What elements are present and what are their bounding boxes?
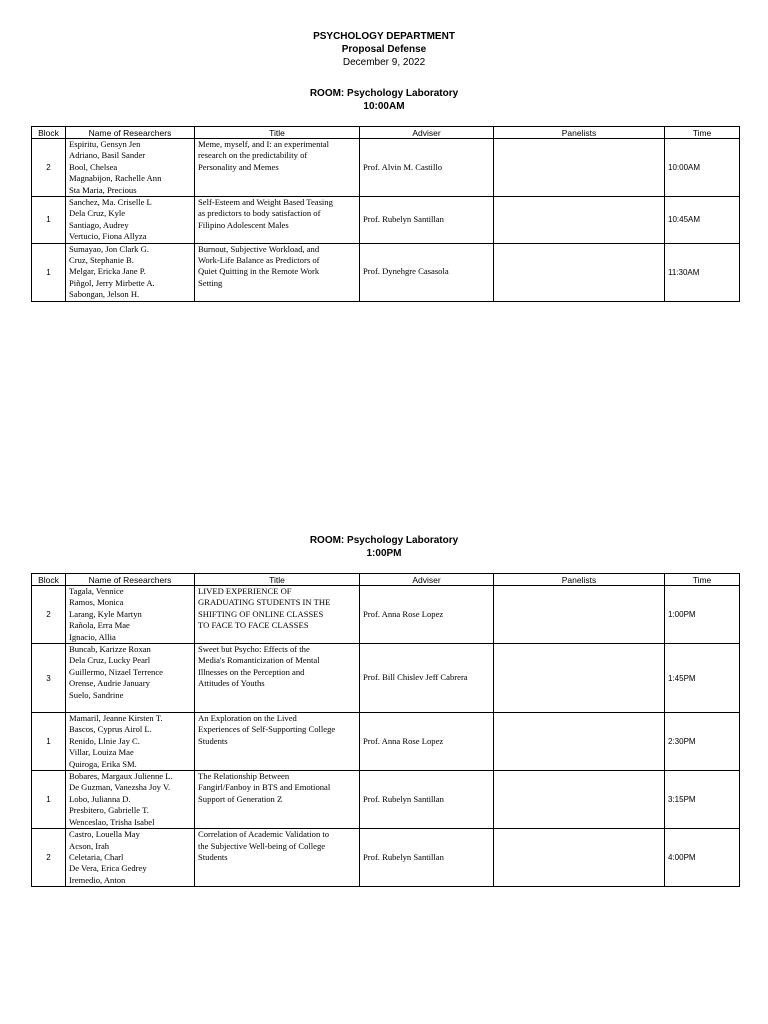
time-cell: 11:30AM: [665, 243, 740, 301]
researcher-name: Orense, Audrie January: [69, 678, 150, 689]
session-1-heading: [0, 87, 768, 113]
researcher-name: Guillermo, Nizael Terrence: [69, 666, 163, 677]
title-line: Media's Romanticization of Mental: [198, 655, 320, 666]
col-adviser-header: Adviser: [360, 127, 494, 139]
researcher-name: Ignacio, Allia: [69, 631, 116, 642]
col-title-header: Title: [195, 574, 360, 586]
session-2-room: ROOM: Psychology Laboratory: [309, 535, 459, 546]
researcher-name: Castro, Louella May: [69, 829, 140, 840]
researcher-name: Sumayao, Jon Clark G.: [69, 243, 149, 254]
table-header-row: [32, 574, 740, 586]
block-cell: 1: [32, 771, 66, 829]
panelists-cell: [494, 586, 665, 644]
researcher-name: Villar, Louiza Mae: [69, 747, 134, 758]
session-2-table: [31, 573, 740, 887]
table-row: [32, 713, 740, 771]
title-line: Support of Generation Z: [198, 793, 283, 804]
table-row: [32, 586, 740, 644]
researcher-name: Adriano, Basil Sander: [69, 150, 146, 161]
event-date: December 9, 2022: [342, 57, 426, 68]
title-cell: [195, 644, 360, 713]
title-line: Personality and Memes: [198, 161, 279, 172]
panelists-cell: [494, 771, 665, 829]
adviser-cell: Prof. Anna Rose Lopez: [360, 586, 494, 644]
block-cell: 1: [32, 713, 66, 771]
col-panelists-header: Panelists: [494, 127, 665, 139]
table-header-row: [32, 127, 740, 139]
block-cell: 2: [32, 586, 66, 644]
researchers-cell: [66, 197, 195, 244]
time-cell: 1:00PM: [665, 586, 740, 644]
col-researchers-header: Name of Researchers: [66, 127, 195, 139]
title-cell: [195, 586, 360, 644]
researcher-name: Sta Maria, Precious: [69, 184, 137, 195]
title-line: TO FACE TO FACE CLASSES: [198, 620, 309, 631]
adviser-cell: Prof. Rubelyn Santillan: [360, 829, 494, 887]
title-line: Experiences of Self-Supporting College: [198, 724, 336, 735]
title-cell: [195, 713, 360, 771]
panelists-cell: [494, 139, 665, 197]
researchers-cell: [66, 713, 195, 771]
session-1-room: ROOM: Psychology Laboratory: [309, 88, 459, 99]
researcher-name: Wenceslao, Trisha Isabel: [69, 816, 155, 827]
panelists-cell: [494, 829, 665, 887]
researcher-name: Rañola, Erra Mae: [69, 620, 130, 631]
session-1-table: [31, 126, 740, 302]
title-line: GRADUATING STUDENTS IN THE: [198, 597, 331, 608]
panelists-cell: [494, 243, 665, 301]
researcher-name: Magnabijon, Rachelle Ann: [69, 173, 162, 184]
title-line: Meme, myself, and I: an experimental: [198, 139, 330, 149]
table-row: [32, 829, 740, 887]
researcher-name: Bascos, Cyprus Airol L.: [69, 724, 152, 735]
researcher-name: Cruz, Stephanie B.: [69, 255, 134, 266]
adviser-cell: Prof. Alvin M. Castillo: [360, 139, 494, 197]
researcher-name: Espiritu, Gensyn Jen: [69, 139, 141, 149]
title-line: Sweet but Psycho: Effects of the: [198, 644, 310, 655]
researcher-name: Vertucio, Fiona Allyza: [69, 231, 147, 242]
researcher-name: Dela Cruz, Lucky Pearl: [69, 655, 151, 666]
title-line: research on the predictability of: [198, 150, 308, 161]
researcher-name: Mamaril, Jeanne Kirsten T.: [69, 713, 163, 724]
block-cell: 2: [32, 829, 66, 887]
researcher-name: Ramos, Monica: [69, 597, 124, 608]
researchers-cell: [66, 586, 195, 644]
title-line: Self-Esteem and Weight Based Teasing: [198, 197, 333, 208]
researcher-name: Dela Cruz, Kyle: [69, 208, 126, 219]
department-title: PSYCHOLOGY DEPARTMENT: [313, 31, 455, 42]
researchers-cell: [66, 771, 195, 829]
table-row: [32, 771, 740, 829]
time-cell: 4:00PM: [665, 829, 740, 887]
session-1-time: 10:00AM: [363, 101, 405, 112]
researcher-name: Renido, Llnie Jay C.: [69, 735, 140, 746]
researcher-name: De Vera, Erica Gedrey: [69, 863, 147, 874]
researchers-cell: [66, 644, 195, 713]
title-line: Correlation of Academic Validation to: [198, 829, 330, 840]
title-line: SHIFTING OF ONLINE CLASSES: [198, 608, 324, 619]
title-line: Work-Life Balance as Predictors of: [198, 255, 320, 266]
table-row: [32, 139, 740, 197]
col-panelists-header: Panelists: [494, 574, 665, 586]
title-line: Fangirl/Fanboy in BTS and Emotional: [198, 782, 331, 793]
title-line: Filipino Adolescent Males: [198, 219, 289, 230]
researcher-name: Bobares, Margaux Julienne L.: [69, 771, 173, 782]
title-cell: [195, 771, 360, 829]
title-line: Burnout, Subjective Workload, and: [198, 243, 320, 254]
researcher-name: Melgar, Ericka Jane P.: [69, 266, 146, 277]
time-cell: 10:00AM: [665, 139, 740, 197]
adviser-cell: Prof. Rubelyn Santillan: [360, 197, 494, 244]
title-cell: [195, 197, 360, 244]
researcher-name: Piñgol, Jerry Mirbette A.: [69, 277, 155, 288]
panelists-cell: [494, 197, 665, 244]
panelists-cell: [494, 644, 665, 713]
table-row: [32, 243, 740, 301]
researcher-name: Presbitero, Gabrielle T.: [69, 805, 149, 816]
researchers-cell: [66, 243, 195, 301]
adviser-cell: Prof. Bill Chislev Jeff Cabrera: [360, 644, 494, 713]
col-block-header: Block: [32, 574, 66, 586]
col-block-header: Block: [32, 127, 66, 139]
session-2-time: 1:00PM: [366, 548, 402, 559]
title-line: Illnesses on the Perception and: [198, 666, 305, 677]
title-line: Students: [198, 735, 228, 746]
title-cell: [195, 139, 360, 197]
researcher-name: Sabongan, Jelson H.: [69, 289, 140, 300]
title-line: An Exploration on the Lived: [198, 713, 297, 724]
document-header: [0, 30, 768, 69]
researchers-cell: [66, 139, 195, 197]
researcher-name: Iremedio, Anton: [69, 874, 126, 885]
title-cell: [195, 829, 360, 887]
title-line: Students: [198, 851, 228, 862]
title-line: Attitudes of Youths: [198, 678, 265, 689]
researcher-name: Sanchez, Ma. Criselle L: [69, 197, 152, 208]
block-cell: 2: [32, 139, 66, 197]
title-cell: [195, 243, 360, 301]
researchers-cell: [66, 829, 195, 887]
researcher-name: Buncab, Karizze Roxan: [69, 644, 151, 655]
col-adviser-header: Adviser: [360, 574, 494, 586]
adviser-cell: Prof. Rubelyn Santillan: [360, 771, 494, 829]
block-cell: 3: [32, 644, 66, 713]
time-cell: 1:45PM: [665, 644, 740, 713]
title-line: Quiet Quitting in the Remote Work: [198, 266, 320, 277]
researcher-name: Bool, Chelsea: [69, 161, 118, 172]
title-line: The Relationship Between: [198, 771, 290, 782]
table-row: [32, 644, 740, 713]
col-time-header: Time: [665, 574, 740, 586]
time-cell: 10:45AM: [665, 197, 740, 244]
title-line: LIVED EXPERIENCE OF: [198, 586, 292, 596]
researcher-name: Suelo, Sandrine: [69, 689, 124, 700]
block-cell: 1: [32, 243, 66, 301]
title-line: Setting: [198, 277, 223, 288]
col-title-header: Title: [195, 127, 360, 139]
researcher-name: Tagala, Vennice: [69, 586, 124, 596]
researcher-name: Celetaria, Charl: [69, 851, 124, 862]
session-2-heading: [0, 534, 768, 560]
col-time-header: Time: [665, 127, 740, 139]
researcher-name: De Guzman, Vanezsha Joy V.: [69, 782, 171, 793]
event-title: Proposal Defense: [341, 44, 427, 55]
col-researchers-header: Name of Researchers: [66, 574, 195, 586]
time-cell: 3:15PM: [665, 771, 740, 829]
adviser-cell: Prof. Anna Rose Lopez: [360, 713, 494, 771]
researcher-name: Quiroga, Erika SM.: [69, 758, 137, 769]
researcher-name: Santiago, Audrey: [69, 219, 129, 230]
table-row: [32, 197, 740, 244]
researcher-name: Lobo, Julianna D.: [69, 793, 131, 804]
block-cell: 1: [32, 197, 66, 244]
researcher-name: Acson, Irah: [69, 840, 110, 851]
researcher-name: Larang, Kyle Martyn: [69, 608, 142, 619]
title-line: as predictors to body satisfaction of: [198, 208, 321, 219]
adviser-cell: Prof. Dynehgre Casasola: [360, 243, 494, 301]
title-line: the Subjective Well-being of College: [198, 840, 326, 851]
time-cell: 2:30PM: [665, 713, 740, 771]
panelists-cell: [494, 713, 665, 771]
